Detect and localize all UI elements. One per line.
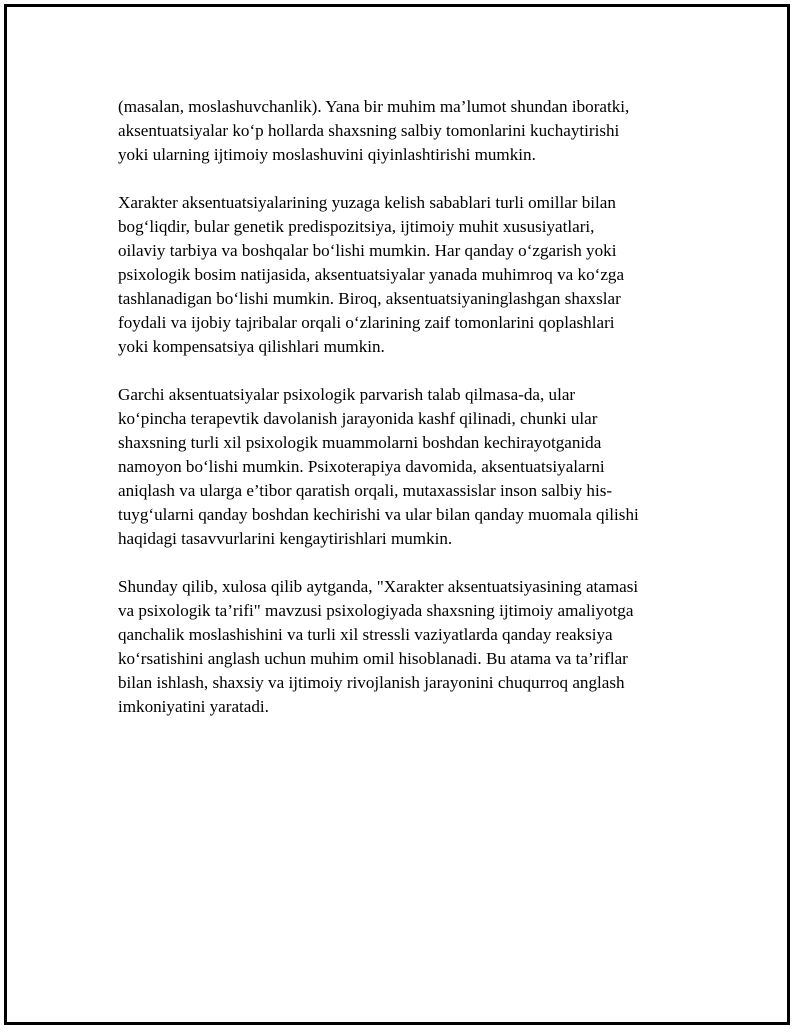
text-line: aksentuatsiyalar ko‘p hollarda shaxsning salbiy tomonlarini kuchaytirishi bbox=[118, 121, 620, 140]
text-line: ko‘rsatishini anglash uchun muhim omil hisoblanadi. Bu atama va ta’riflar bbox=[118, 649, 628, 668]
paragraph-4 bbox=[118, 575, 708, 719]
text-line: Garchi aksentuatsiyalar psixologik parvarish talab qilmasa-da, ular bbox=[118, 385, 576, 404]
text-line: bog‘liqdir, bular genetik predispozitsiya, ijtimoiy muhit xususiyatlari, bbox=[118, 217, 595, 236]
text-line: haqidagi tasavvurlarini kengaytirishlari mumkin. bbox=[118, 529, 453, 548]
text-line: oilaviy tarbiya va boshqalar bo‘lishi mumkin. Har qanday o‘zgarish yoki bbox=[118, 241, 617, 260]
paragraph-2 bbox=[118, 191, 708, 359]
text-line: psixologik bosim natijasida, aksentuatsiyalar yanada muhimroq va ko‘zga bbox=[118, 265, 625, 284]
text-line: (masalan, moslashuvchanlik). Yana bir muhim ma’lumot shundan iboratki, bbox=[118, 97, 630, 116]
text-line: bilan ishlash, shaxsiy va ijtimoiy rivojlanish jarayonini chuqurroq anglash bbox=[118, 673, 625, 692]
text-line: yoki ularning ijtimoiy moslashuvini qiyinlashtirishi mumkin. bbox=[118, 145, 536, 164]
document-body bbox=[118, 95, 708, 743]
text-line: Xarakter aksentuatsiyalarining yuzaga kelish sabablari turli omillar bilan bbox=[118, 193, 616, 212]
text-line: foydali va ijobiy tajribalar orqali o‘zlarining zaif tomonlarini qoplashlari bbox=[118, 313, 615, 332]
text-line: tashlanadigan bo‘lishi mumkin. Biroq, aksentuatsiyaninglashgan shaxslar bbox=[118, 289, 621, 308]
text-line: aniqlash va ularga e’tibor qaratish orqali, mutaxassislar inson salbiy his- bbox=[118, 481, 613, 500]
text-line: namoyon bo‘lishi mumkin. Psixoterapiya davomida, aksentuatsiyalarni bbox=[118, 457, 605, 476]
paragraph-1 bbox=[118, 95, 708, 167]
text-line: va psixologik ta’rifi" mavzusi psixologiyada shaxsning ijtimoiy amaliyotga bbox=[118, 601, 634, 620]
text-line: Shunday qilib, xulosa qilib aytganda, "Xarakter aksentuatsiyasining atamasi bbox=[118, 577, 639, 596]
text-line: ko‘pincha terapevtik davolanish jarayonida kashf qilinadi, chunki ular bbox=[118, 409, 598, 428]
document-page bbox=[4, 4, 790, 1025]
text-line: yoki kompensatsiya qilishlari mumkin. bbox=[118, 337, 385, 356]
paragraph-3 bbox=[118, 383, 708, 551]
text-line: tuyg‘ularni qanday boshdan kechirishi va ular bilan qanday muomala qilishi bbox=[118, 505, 639, 524]
text-line: qanchalik moslashishini va turli xil stressli vaziyatlarda qanday reaksiya bbox=[118, 625, 613, 644]
text-line: imkoniyatini yaratadi. bbox=[118, 697, 269, 716]
text-line: shaxsning turli xil psixologik muammolarni boshdan kechirayotganida bbox=[118, 433, 602, 452]
